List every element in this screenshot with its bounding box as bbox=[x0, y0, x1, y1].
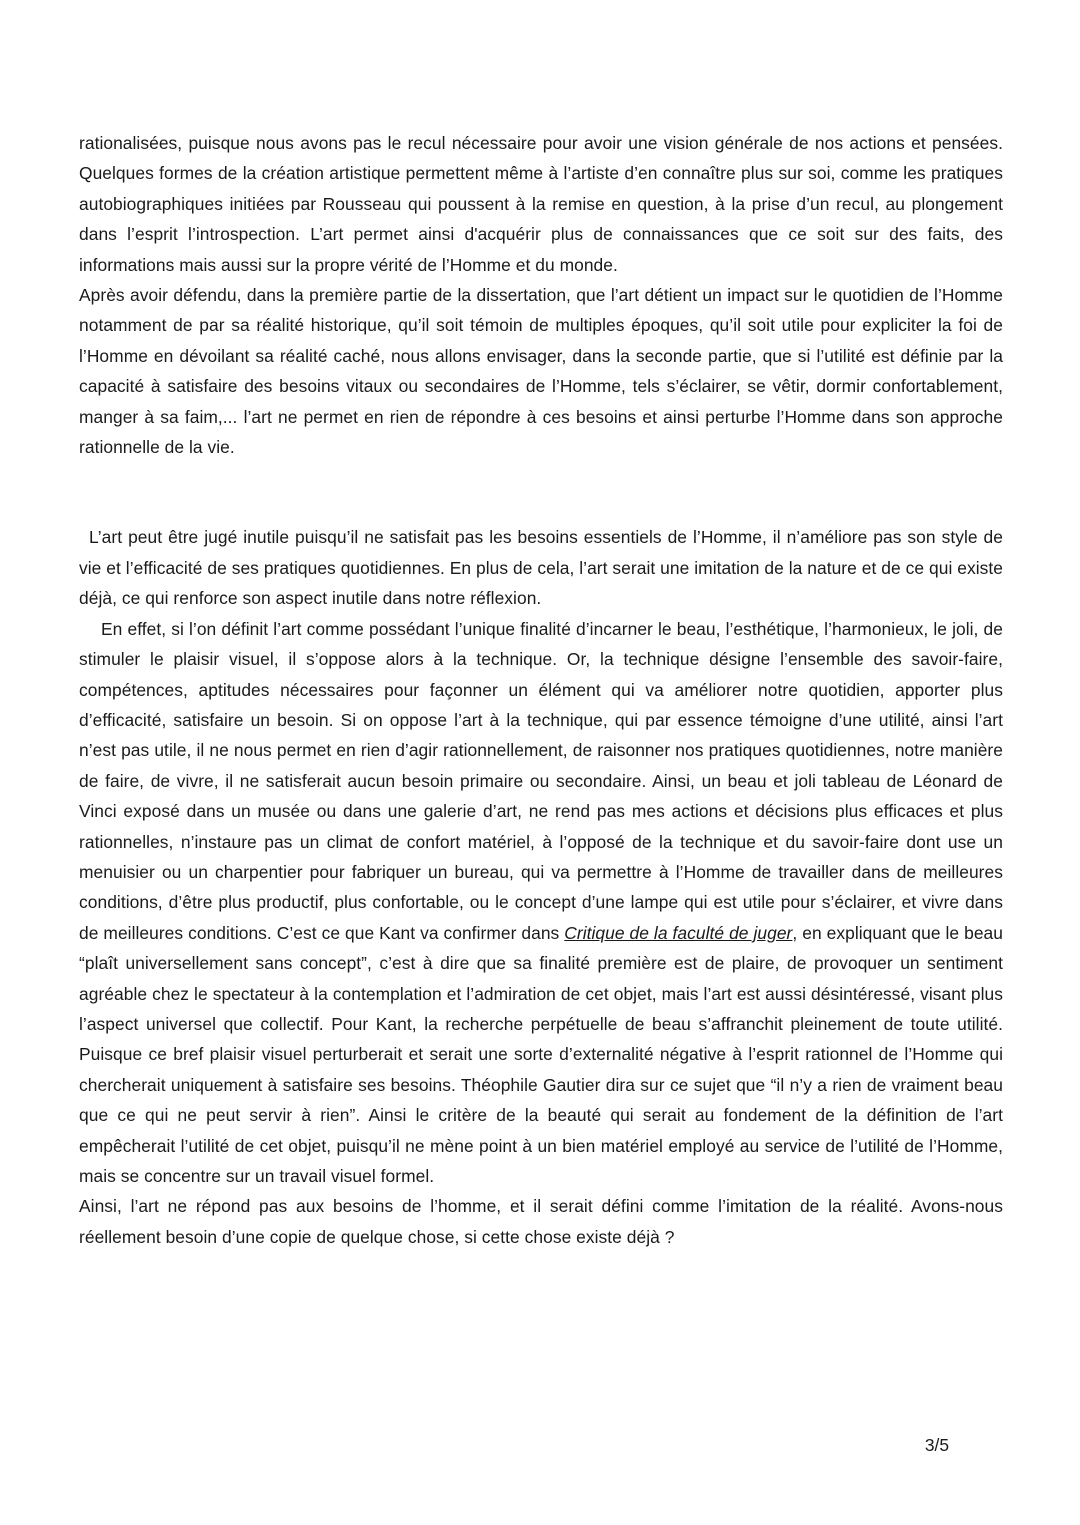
paragraph-4-text-before-title: En effet, si l’on définit l’art comme possédant l’unique finalité d’incarner le beau, l’esthétique, l’harmonieux, le joli, de stimuler le plaisir visuel, il s’oppose alors à la technique. Or, la technique désigne l’ensemble des savoir-faire, compétences, aptitudes nécessaires pour façonner un élément qui va améliorer notre quotidien, apporter plus d’efficacité, satisfaire un besoin. Si on oppose l’art à la technique, qui par essence témoigne d’une utilité, ainsi l’art n’est pas utile, il ne nous permet en rien d’agir rationnellement, de raisonner nos pratiques quotidiennes, notre manière de faire, de vivre, il ne satisferait aucun besoin primaire ou secondaire. Ainsi, un beau et joli tableau de Léonard de Vinci exposé dans un musée ou dans une galerie d’art, ne rend pas mes actions et décisions plus efficaces et plus rationnelles, n’instaure pas un climat de confort matériel, à l’opposé de la technique et du savoir-faire dont use un menuisier ou un charpentier pour fabriquer un bureau, qui va permettre à l’Homme de travailler dans de meilleures conditions, d’être plus productif, plus confortable, ou le concept d’une lampe qui est utile pour s’éclairer, et vivre dans de meilleures conditions. C’est ce que Kant va confirmer dans bbox=[79, 618, 1003, 943]
paragraph-5: Ainsi, l’art ne répond pas aux besoins de l’homme, et il serait défini comme l’imitation de la réalité. Avons-nous réellement besoin d’une copie de quelque chose, si cette chose existe déjà ? bbox=[79, 1196, 1003, 1247]
paragraph-2: Après avoir défendu, dans la première partie de la dissertation, que l’art détient un impact sur le quotidien de l’Homme notamment de par sa réalité historique, qu’il soit témoin de multiples époques, qu’il soit utile pour expliciter la foi de l’Homme en dévoilant sa réalité caché, nous allons envisager, dans la seconde partie, que si l’utilité est définie par la capacité à satisfaire des besoins vitaux ou secondaires de l’Homme, tels s’éclairer, se vêtir, dormir confortablement, manger à sa faim,... l’art ne permet en rien de répondre à ces besoins et ainsi perturbe l’Homme dans son approche rationnelle de la vie. bbox=[79, 285, 1003, 458]
paragraph-4-text-after-title: , en expliquant que le beau “plaît universellement sans concept”, c’est à dire que sa finalité première est de plaire, de provoquer un sentiment agréable chez le spectateur à la contemplation et l’admiration de cet objet, mais l’art est aussi désintéressé, visant plus l’aspect universel que collectif. Pour Kant, la recherche perpétuelle de beau s’affranchit pleinement de toute utilité. Puisque ce bref plaisir visuel perturberait et serait une sorte d’externalité négative à l’esprit rationnel de l’Homme qui chercherait uniquement à satisfaire ses besoins. Théophile Gautier dira sur ce sujet que “il n’y a rien de vraiment beau que ce qui ne peut servir à rien”. Ainsi le critère de la beauté qui serait au fondement de la définition de l’art empêcherait l’utilité de cet objet, puisqu’il ne mène point à un bien matériel employé au service de l’utilité de l’Homme, mais se concentre sur un travail visuel formel. bbox=[79, 922, 1003, 1186]
paragraph-4 bbox=[79, 614, 1003, 1192]
paragraph-3: L’art peut être jugé inutile puisqu’il ne satisfait pas les besoins essentiels de l’Homme, il n’améliore pas son style de vie et l’efficacité de ses pratiques quotidiennes. En plus de cela, l’art serait une imitation de la nature et de ce qui existe déjà, ce qui renforce son aspect inutile dans notre réflexion. bbox=[79, 527, 1003, 609]
paragraph-1: rationalisées, puisque nous avons pas le recul nécessaire pour avoir une vision générale de nos actions et pensées. Quelques formes de la création artistique permettent même à l’artiste d’en connaître plus sur soi, comme les pratiques autobiographiques initiées par Rousseau qui poussent à la remise en question, à la prise d’un recul, au plongement dans l’esprit l’introspection. L’art permet ainsi d'acquérir plus de connaissances que ce soit sur des faits, des informations mais aussi sur la propre vérité de l’Homme et du monde. bbox=[79, 133, 1003, 275]
document-page bbox=[79, 128, 1003, 1252]
page-number: 3/5 bbox=[924, 1435, 949, 1455]
section-gap bbox=[79, 462, 1003, 522]
book-title: Critique de la faculté de juger bbox=[564, 922, 793, 943]
